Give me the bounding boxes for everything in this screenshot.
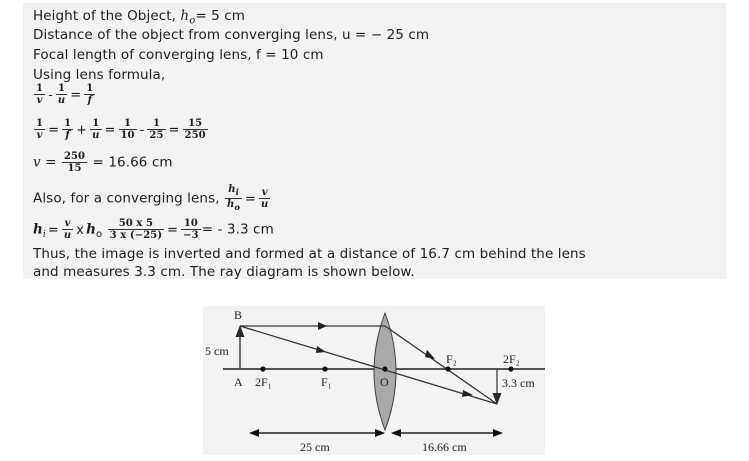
- label-object-distance: 25 cm: [300, 440, 330, 454]
- denominator: 10: [120, 130, 135, 141]
- label-f2: F₂: [446, 352, 457, 366]
- fraction: [147, 118, 165, 141]
- numerator: 1: [36, 83, 44, 94]
- step-3-equation: [33, 218, 274, 244]
- fraction: [183, 118, 208, 141]
- label-2f2: 2F₂: [503, 352, 520, 366]
- ray-diagram: [203, 306, 545, 455]
- numerator: 1: [86, 83, 94, 94]
- fraction: [119, 118, 137, 141]
- denominator: u: [261, 199, 269, 210]
- h-symbol: h: [33, 221, 43, 238]
- numerator: 50 x 5: [108, 218, 165, 230]
- object-height-value: = 5 cm: [195, 8, 245, 24]
- numerator: 1: [64, 118, 72, 129]
- point-2f1: [260, 366, 265, 371]
- h-symbol: h: [86, 221, 96, 238]
- operator: =: [245, 191, 257, 207]
- operator: =: [167, 222, 179, 238]
- label-image-height: 3.3 cm: [502, 376, 535, 390]
- denominator: 250: [184, 130, 206, 141]
- subscript: i: [42, 230, 46, 241]
- step-1-equation: [33, 118, 209, 141]
- h-subscript: o: [189, 15, 196, 27]
- denominator: f: [87, 95, 92, 106]
- point-f2: [445, 366, 450, 371]
- label-o: O: [380, 375, 389, 389]
- label-image-distance: 16.66 cm: [422, 440, 467, 454]
- denominator: f: [65, 130, 70, 141]
- denominator: 15: [67, 163, 82, 174]
- step-2-equation: [33, 151, 173, 174]
- magnification-formula: [33, 184, 271, 213]
- image-distance-result: = 16.66 cm: [92, 154, 173, 171]
- label-a: A: [234, 375, 243, 389]
- fraction: [225, 184, 242, 213]
- fraction: [62, 151, 87, 174]
- numerator: 1: [119, 118, 137, 130]
- subscript: o: [96, 229, 103, 241]
- operator: =: [104, 122, 116, 138]
- fraction: [56, 83, 67, 106]
- fraction: [259, 187, 270, 210]
- numerator: 250: [63, 151, 86, 162]
- numerator: 10: [181, 218, 201, 230]
- conclusion-line-1: Thus, the image is inverted and formed at a distance of 16.7 cm behind the lens: [33, 246, 586, 262]
- label-2f1: 2F₁: [255, 375, 272, 389]
- denominator: u: [57, 95, 66, 106]
- ray-arrow-icon: [318, 322, 327, 330]
- denominator: v: [36, 130, 43, 141]
- subscript: o: [234, 202, 241, 212]
- ray-diagram-svg: [203, 306, 545, 455]
- ray-arrow-icon: [316, 346, 326, 353]
- numerator: 1: [56, 83, 67, 95]
- operator: x: [76, 222, 85, 238]
- label-b: B: [234, 308, 243, 322]
- fraction: [34, 118, 45, 141]
- fraction: [181, 218, 201, 241]
- fraction: [62, 218, 73, 241]
- solution-box: [23, 3, 726, 279]
- operator: -: [139, 122, 145, 138]
- fraction: [84, 83, 95, 106]
- denominator: u: [63, 230, 72, 241]
- denominator: h: [227, 199, 235, 210]
- numerator: 1: [36, 118, 44, 129]
- magnification-prefix: Also, for a converging lens,: [33, 190, 224, 207]
- point-o: [382, 366, 387, 371]
- conclusion-line-2: and measures 3.3 cm. The ray diagram is shown below.: [33, 264, 415, 280]
- denominator: u: [92, 130, 100, 141]
- arrowhead-left-icon: [249, 429, 259, 437]
- operator: =: [47, 222, 59, 238]
- operator: =: [48, 122, 60, 138]
- fraction: [62, 118, 73, 141]
- denominator: 25: [149, 130, 164, 141]
- point-2f2: [508, 366, 513, 371]
- numerator: v: [259, 187, 270, 199]
- numerator: h: [228, 184, 236, 195]
- operator: =: [168, 122, 180, 138]
- fraction: [34, 83, 45, 106]
- operator: =: [70, 87, 82, 103]
- numerator: 1: [90, 118, 101, 130]
- denominator: 3 x (−25): [109, 230, 163, 241]
- operator: +: [76, 122, 88, 138]
- refracted-ray: [385, 326, 497, 404]
- subscript: i: [235, 187, 239, 197]
- arrowhead-left-icon: [391, 429, 401, 437]
- denominator: v: [36, 95, 43, 106]
- fraction: [90, 118, 101, 141]
- label-f1: F₁: [321, 375, 332, 389]
- h-symbol: h: [180, 8, 190, 24]
- arrowhead-right-icon: [375, 429, 385, 437]
- lens-formula: [33, 83, 96, 106]
- point-f1: [322, 366, 327, 371]
- denominator: −3: [183, 230, 199, 241]
- numerator: 1: [147, 118, 165, 130]
- arrowhead-right-icon: [493, 429, 503, 437]
- given-object-distance: Distance of the object from converging lens, u = − 25 cm: [33, 27, 430, 43]
- image-height-result: = - 3.3 cm: [201, 221, 274, 238]
- using-lens-formula: Using lens formula,: [33, 67, 166, 83]
- object-height-label: Height of the Object,: [33, 8, 181, 24]
- numerator: 15: [183, 118, 208, 130]
- given-focal-length: Focal length of converging lens, f = 10 cm: [33, 47, 324, 63]
- label-object-height: 5 cm: [205, 344, 229, 358]
- numerator: v: [62, 218, 73, 230]
- v-equals: v =: [33, 154, 57, 171]
- ray-arrow-icon: [425, 350, 435, 359]
- central-ray: [240, 326, 497, 404]
- operator: -: [48, 87, 53, 103]
- fraction: [108, 218, 165, 241]
